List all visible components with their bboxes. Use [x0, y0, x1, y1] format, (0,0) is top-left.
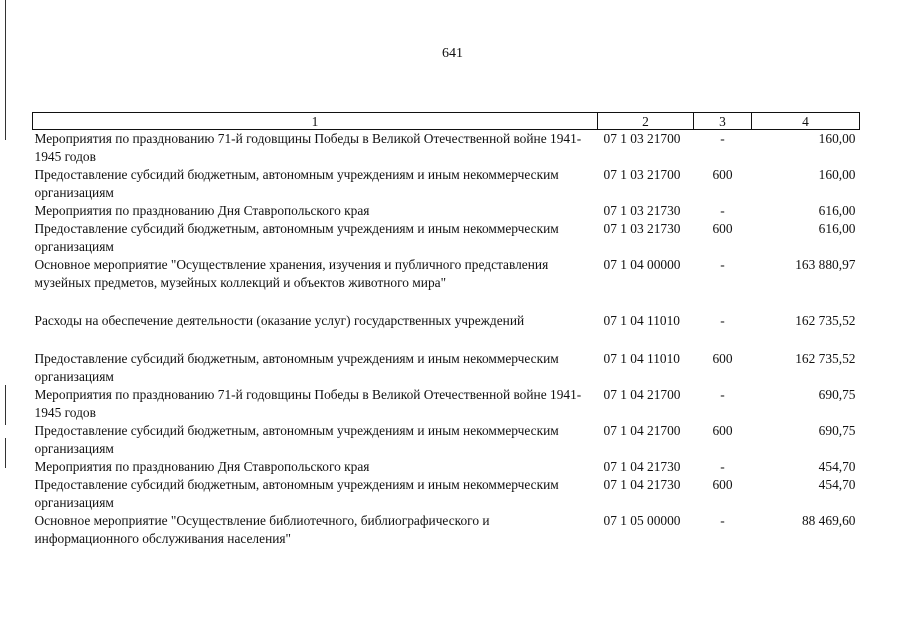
row-amount: 163 880,97 [795, 257, 856, 272]
row-amount: 454,70 [818, 477, 856, 492]
row-code: 07 1 04 21730 [603, 459, 681, 474]
table-header-row [33, 113, 860, 130]
row-type: - [720, 257, 725, 272]
margin-mark [5, 438, 6, 468]
row-amount: 616,00 [818, 203, 856, 218]
row-type: - [720, 313, 725, 328]
row-code: 07 1 03 21700 [603, 167, 681, 182]
margin-mark [5, 0, 6, 140]
page-number: 641 [442, 46, 463, 61]
row-code: 07 1 03 21730 [603, 203, 681, 218]
row-code: 07 1 04 21730 [603, 477, 681, 492]
table-row [33, 202, 860, 220]
row-name: Предоставление субсидий бюджетным, автономным учреждениям и иным некоммерческим организациям [34, 477, 559, 510]
row-code: 07 1 03 21700 [603, 131, 681, 146]
table-row [33, 130, 860, 167]
header-col-1: 1 [33, 113, 598, 130]
table-row [33, 312, 860, 350]
row-code: 07 1 04 11010 [603, 313, 680, 328]
header-col-4: 4 [752, 113, 860, 130]
row-name: Мероприятия по празднованию Дня Ставропольского края [34, 459, 370, 474]
margin-mark [5, 385, 6, 425]
table-row [33, 220, 860, 256]
row-amount: 88 469,60 [801, 513, 856, 528]
row-code: 07 1 04 11010 [603, 351, 680, 366]
header-col-2: 2 [598, 113, 694, 130]
row-type: - [720, 387, 725, 402]
table-row [33, 458, 860, 476]
row-code: 07 1 04 21700 [603, 387, 681, 402]
row-name: Мероприятия по празднованию 71-й годовщины Победы в Великой Отечественной войне 1941-1945 годов [34, 131, 582, 164]
row-type: 600 [712, 477, 733, 492]
table-row [33, 476, 860, 512]
row-name: Предоставление субсидий бюджетным, автономным учреждениям и иным некоммерческим организациям [34, 221, 559, 254]
row-type: - [720, 131, 725, 146]
row-code: 07 1 05 00000 [603, 513, 681, 528]
row-name: Предоставление субсидий бюджетным, автономным учреждениям и иным некоммерческим организациям [34, 351, 559, 384]
row-amount: 616,00 [818, 221, 856, 236]
row-code: 07 1 03 21730 [603, 221, 681, 236]
table-row [33, 166, 860, 202]
table-row [33, 512, 860, 548]
row-amount: 160,00 [818, 131, 856, 146]
table-body [33, 130, 860, 549]
row-type: - [720, 203, 725, 218]
row-amount: 160,00 [818, 167, 856, 182]
row-name: Предоставление субсидий бюджетным, автономным учреждениям и иным некоммерческим организациям [34, 167, 559, 200]
budget-table [32, 112, 860, 548]
row-amount: 162 735,52 [795, 313, 856, 328]
row-amount: 162 735,52 [795, 351, 856, 366]
row-name: Мероприятия по празднованию Дня Ставропольского края [34, 203, 370, 218]
table-row [33, 256, 860, 312]
table-row [33, 386, 860, 422]
row-type: 600 [712, 167, 733, 182]
row-type: 600 [712, 351, 733, 366]
header-col-3: 3 [694, 113, 752, 130]
row-type: 600 [712, 221, 733, 236]
row-name: Предоставление субсидий бюджетным, автономным учреждениям и иным некоммерческим организациям [34, 423, 559, 456]
row-name: Основное мероприятие "Осуществление библиотечного, библиографического и информационного обслуживания населения" [34, 513, 490, 546]
row-name: Расходы на обеспечение деятельности (оказание услуг) государственных учреждений [34, 313, 525, 328]
row-amount: 690,75 [818, 423, 856, 438]
row-name: Мероприятия по празднованию 71-й годовщины Победы в Великой Отечественной войне 1941-1945 годов [34, 387, 582, 420]
row-name: Основное мероприятие "Осуществление хранения, изучения и публичного представления музейных предметов, музейных коллекций и объектов животного мира" [34, 257, 549, 290]
row-code: 07 1 04 00000 [603, 257, 681, 272]
table-row [33, 350, 860, 386]
row-type: 600 [712, 423, 733, 438]
row-code: 07 1 04 21700 [603, 423, 681, 438]
table-row [33, 422, 860, 458]
row-amount: 454,70 [818, 459, 856, 474]
row-type: - [720, 459, 725, 474]
row-amount: 690,75 [818, 387, 856, 402]
row-type: - [720, 513, 725, 528]
